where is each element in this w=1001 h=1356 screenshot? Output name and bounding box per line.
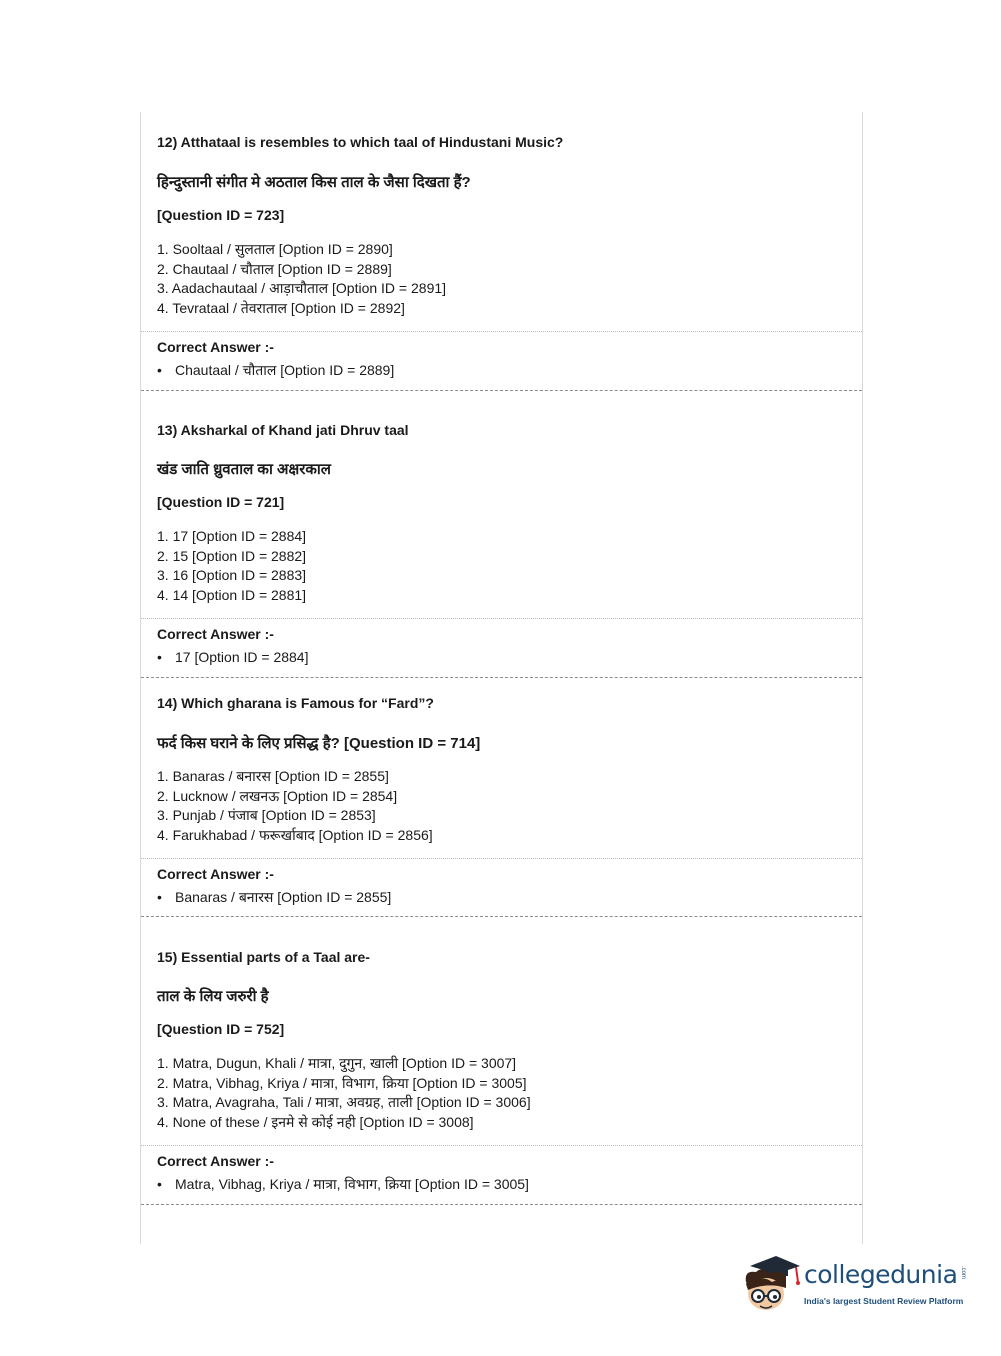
question-hindi-text: हिन्दुस्तानी संगीत मे अठताल किस ताल के जैसा दिखता हैं? xyxy=(157,174,471,191)
question-hindi-text: खंड जाति ध्रुवताल का अक्षरकाल xyxy=(157,461,331,478)
question-separator xyxy=(141,390,862,391)
option-item: 1. Sooltaal / सुलताल [Option ID = 2890] xyxy=(157,241,393,257)
correct-answer-label: Correct Answer :- xyxy=(157,866,274,882)
option-item: 2. 15 [Option ID = 2882] xyxy=(157,547,307,564)
correct-answer-label: Correct Answer :- xyxy=(157,339,274,355)
correct-answer-value xyxy=(157,649,308,665)
option-item: 1. Banaras / बनारस [Option ID = 2855] xyxy=(157,768,389,784)
correct-answer-text: 17 [Option ID = 2884] xyxy=(175,649,309,665)
question-title: 12) Atthataal is resembles to which taal of Hindustani Music? xyxy=(157,134,564,150)
correct-answer-text: Chautaal / चौताल [Option ID = 2889] xyxy=(175,362,395,378)
question-separator xyxy=(141,677,862,678)
correct-answer-value xyxy=(157,888,391,907)
divider xyxy=(141,1145,862,1146)
correct-answer-label: Correct Answer :- xyxy=(157,1153,274,1169)
question-title: 15) Essential parts of a Taal are- xyxy=(157,949,370,965)
options-list xyxy=(157,240,446,318)
options-list xyxy=(157,527,306,605)
option-item: 4. Farukhabad / फरूर्खाबाद [Option ID = 2856] xyxy=(157,826,433,843)
question-paper-page xyxy=(140,112,863,1244)
question-id: [Question ID = 723] xyxy=(157,207,285,223)
logo-tagline: India's largest Student Review Platform xyxy=(804,1296,964,1306)
correct-answer-text: Banaras / बनारस [Option ID = 2855] xyxy=(175,889,392,905)
question-hindi-text: ताल के लिय जरुरी है xyxy=(157,988,269,1005)
correct-answer-text: Matra, Vibhag, Kriya / मात्रा, विभाग, क्रिया [Option ID = 3005] xyxy=(175,1176,529,1192)
question-id: [Question ID = 752] xyxy=(157,1021,285,1037)
question-separator xyxy=(141,1204,862,1205)
bullet-point: • xyxy=(157,889,162,905)
bullet-point: • xyxy=(157,1176,162,1192)
correct-answer-value xyxy=(157,361,394,380)
logo-wordmark: collegedunia xyxy=(804,1260,958,1289)
question-hindi-text: फर्द किस घराने के लिए प्रसिद्ध है? [Question ID = 714] xyxy=(157,735,481,752)
option-item: 3. Punjab / पंजाब [Option ID = 2853] xyxy=(157,807,376,824)
option-item: 4. Tevrataal / तेवराताल [Option ID = 2892] xyxy=(157,299,405,316)
option-item: 3. Aadachautaal / आड़ाचौताल [Option ID = 2891] xyxy=(157,280,447,297)
correct-answer-value xyxy=(157,1175,529,1194)
divider xyxy=(141,331,862,332)
logo-domain-suffix: .com xyxy=(960,1266,966,1280)
collegedunia-logo[interactable] xyxy=(742,1250,972,1316)
correct-answer-label: Correct Answer :- xyxy=(157,626,274,642)
mascot-icon xyxy=(742,1252,802,1314)
option-item: 3. Matra, Avagraha, Tali / मात्रा, अवग्रह, ताली [Option ID = 3006] xyxy=(157,1094,531,1111)
option-item: 1. 17 [Option ID = 2884] xyxy=(157,528,307,544)
divider xyxy=(141,858,862,859)
divider xyxy=(141,618,862,619)
option-item: 2. Lucknow / लखनऊ [Option ID = 2854] xyxy=(157,787,398,804)
question-id: [Question ID = 721] xyxy=(157,494,285,510)
question-separator xyxy=(141,916,862,917)
option-item: 1. Matra, Dugun, Khali / मात्रा, दुगुन, खाली [Option ID = 3007] xyxy=(157,1055,517,1071)
question-title: 14) Which gharana is Famous for “Fard”? xyxy=(157,695,434,711)
options-list xyxy=(157,1054,531,1132)
bullet-point: • xyxy=(157,649,162,665)
option-item: 2. Chautaal / चौताल [Option ID = 2889] xyxy=(157,260,392,277)
option-item: 3. 16 [Option ID = 2883] xyxy=(157,567,307,584)
option-item: 4. None of these / इनमे से कोई नही [Option ID = 3008] xyxy=(157,1113,474,1130)
options-list xyxy=(157,767,433,845)
bullet-point: • xyxy=(157,362,162,378)
option-item: 2. Matra, Vibhag, Kriya / मात्रा, विभाग, क्रिया [Option ID = 3005] xyxy=(157,1074,527,1091)
option-item: 4. 14 [Option ID = 2881] xyxy=(157,586,307,603)
question-title: 13) Aksharkal of Khand jati Dhruv taal xyxy=(157,422,409,438)
